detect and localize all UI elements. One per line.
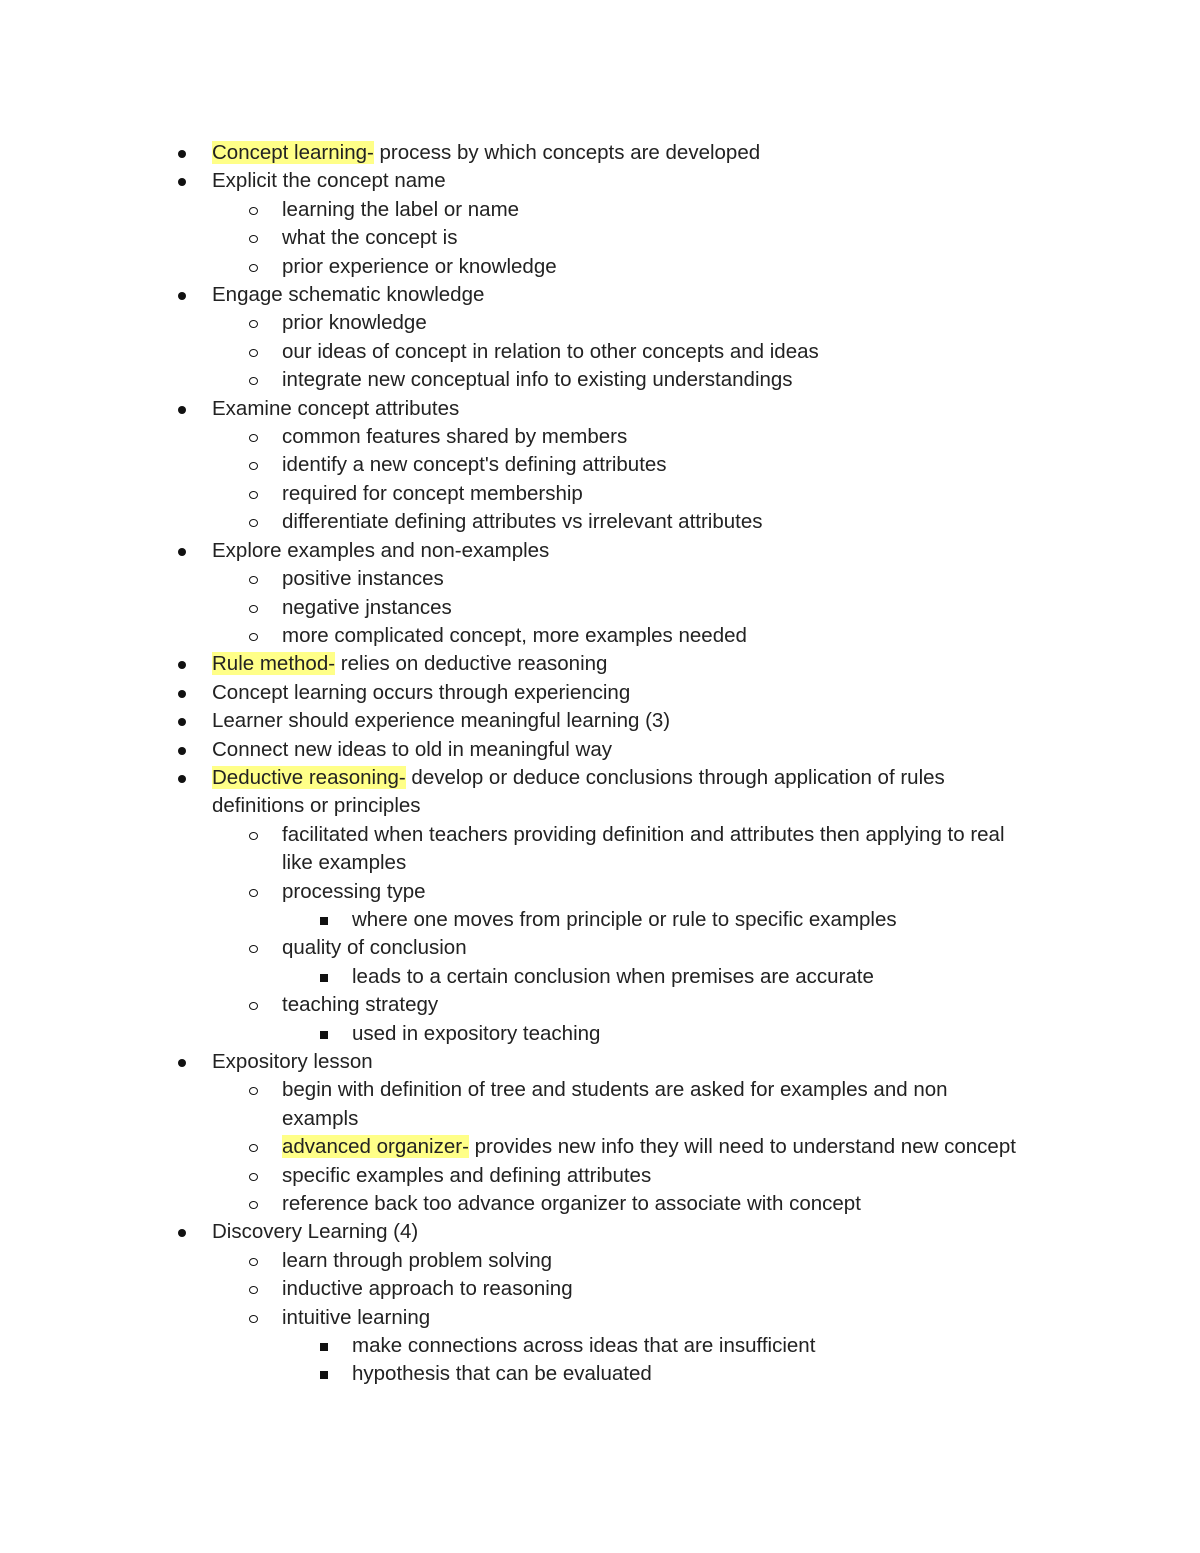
item-text: reference back too advance organizer to associate with concept [282,1192,861,1216]
circle-bullet-icon [249,462,258,470]
item-text: facilitated when teachers providing definition and attributes then applying to real [282,822,1005,846]
list-item-level-2 [0,594,1200,622]
item-text: positive instances [282,567,444,591]
list-item-level-2 [0,821,1200,849]
highlighted-term: Rule method- [212,652,336,676]
item-text: prior knowledge [282,311,427,335]
item-text: Explore examples and non-examples [212,538,550,562]
disc-bullet-icon [178,747,186,755]
list-item-level-2 [0,1190,1200,1218]
item-text: develop or deduce conclusions through application of rules [405,765,945,789]
list-item-level-2 [0,309,1200,337]
list-item-level-1 [0,395,1200,423]
list-item-level-2 [0,934,1200,962]
list-item-level-1 [0,707,1200,735]
item-text: Discovery Learning (4) [212,1220,419,1244]
disc-bullet-icon [178,661,186,669]
list-item-level-1 [0,1218,1200,1246]
disc-bullet-icon [178,548,186,556]
item-text: differentiate defining attributes vs irrelevant attributes [282,510,763,534]
item-text: negative jnstances [282,595,452,619]
item-text: Explicit the concept name [212,169,446,193]
list-item-level-1 [0,281,1200,309]
circle-bullet-icon [249,519,258,527]
list-item-level-2 [0,1133,1200,1161]
list-item-level-2 [0,423,1200,451]
disc-bullet-icon [178,1059,186,1067]
square-bullet-icon [320,1371,328,1379]
disc-bullet-icon [178,178,186,186]
square-bullet-icon [320,1031,328,1039]
item-text: prior experience or knowledge [282,254,557,278]
list-item-level-2 [0,565,1200,593]
item-text: process by which concepts are developed [373,141,761,164]
list-item-level-1 [0,679,1200,707]
circle-bullet-icon [249,1315,258,1323]
list-item-level-1 [0,736,1200,764]
list-item-level-1 [0,167,1200,195]
item-text: quality of conclusion [282,936,467,960]
circle-bullet-icon [249,1201,258,1209]
item-text: our ideas of concept in relation to other concepts and ideas [282,339,819,363]
circle-bullet-icon [249,1286,258,1294]
list-item-level-2 [0,451,1200,479]
disc-bullet-icon [178,718,186,726]
item-text: Expository lesson [212,1050,373,1073]
highlighted-term: Concept learning- [212,141,374,164]
disc-bullet-icon [178,150,186,158]
item-text: learning the label or name [282,197,520,221]
circle-bullet-icon [249,633,258,641]
circle-bullet-icon [249,434,258,442]
list-item-level-2 [0,1247,1200,1275]
list-item-level-2 [0,1162,1200,1190]
list-item-level-2 [0,991,1200,1019]
list-item-level-1 [0,650,1200,678]
item-continuation: exampls [282,1106,359,1130]
item-continuation: definitions or principles [212,794,421,818]
item-text: inductive approach to reasoning [282,1277,573,1301]
item-text: common features shared by members [282,425,628,449]
item-text: teaching strategy [282,993,439,1017]
list-item-level-1 [0,537,1200,565]
list-item-level-2 [0,1076,1200,1104]
list-item-level-2 [0,253,1200,281]
disc-bullet-icon [178,775,186,783]
item-text: more complicated concept, more examples needed [282,623,747,647]
list-item-level-1 [0,139,1200,167]
circle-bullet-icon [249,207,258,215]
item-text: Concept learning occurs through experiencing [212,680,631,704]
circle-bullet-icon [249,945,258,953]
circle-bullet-icon [249,832,258,840]
bulleted-notes [0,139,1200,1389]
item-text: learn through problem solving [282,1248,553,1272]
circle-bullet-icon [249,1144,258,1152]
circle-bullet-icon [249,889,258,897]
item-text: what the concept is [282,226,458,250]
list-item-level-3 [0,963,1200,991]
list-item-level-2 [0,224,1200,252]
circle-bullet-icon [249,1002,258,1010]
circle-bullet-icon [249,1173,258,1181]
circle-bullet-icon [249,235,258,243]
circle-bullet-icon [249,349,258,357]
item-text: processing type [282,879,426,903]
list-item-level-2 [0,878,1200,906]
item-text: intuitive learning [282,1305,431,1329]
list-item-level-2 [0,366,1200,394]
item-text: begin with definition of tree and students are asked for examples and non [282,1078,948,1102]
item-text: hypothesis that can be evaluated [352,1362,652,1386]
item-text: leads to a certain conclusion when premises are accurate [352,964,874,988]
list-item-level-2 [0,338,1200,366]
item-continuation: like examples [282,851,407,875]
square-bullet-icon [320,1343,328,1351]
disc-bullet-icon [178,1229,186,1237]
list-item-level-3 [0,1332,1200,1360]
item-text: integrate new conceptual info to existing understandings [282,368,793,392]
item-text: required for concept membership [282,481,583,505]
disc-bullet-icon [178,690,186,698]
list-item-level-3 [0,1360,1200,1388]
item-text: relies on deductive reasoning [335,652,608,676]
disc-bullet-icon [178,406,186,414]
list-item-level-3 [0,906,1200,934]
highlighted-term: advanced organizer- [282,1135,469,1159]
circle-bullet-icon [249,576,258,584]
circle-bullet-icon [249,377,258,385]
item-text: Learner should experience meaningful learning (3) [212,709,671,733]
circle-bullet-icon [249,491,258,499]
disc-bullet-icon [178,292,186,300]
square-bullet-icon [320,917,328,925]
item-text: Examine concept attributes [212,396,460,420]
list-item-level-1 [0,1048,1200,1076]
circle-bullet-icon [249,605,258,613]
square-bullet-icon [320,974,328,982]
list-item-level-2 [0,196,1200,224]
item-text: specific examples and defining attributes [282,1163,652,1187]
list-item-level-2 [0,508,1200,536]
item-text: provides new info they will need to understand new concept [468,1135,1016,1159]
item-text: make connections across ideas that are insufficient [352,1334,816,1358]
circle-bullet-icon [249,264,258,272]
list-item-level-2 [0,1304,1200,1332]
circle-bullet-icon [249,320,258,328]
highlighted-term: Deductive reasoning- [212,765,406,789]
list-item-level-3 [0,1020,1200,1048]
circle-bullet-icon [249,1087,258,1095]
item-text: Connect new ideas to old in meaningful way [212,737,612,761]
item-text: identify a new concept's defining attributes [282,453,667,477]
item-text: Engage schematic knowledge [212,283,485,307]
list-item-level-1 [0,764,1200,792]
list-item-level-2 [0,1275,1200,1303]
item-text: where one moves from principle or rule to specific examples [352,907,897,931]
list-item-level-2 [0,480,1200,508]
item-text: used in expository teaching [352,1021,601,1045]
circle-bullet-icon [249,1258,258,1266]
list-item-level-2 [0,622,1200,650]
